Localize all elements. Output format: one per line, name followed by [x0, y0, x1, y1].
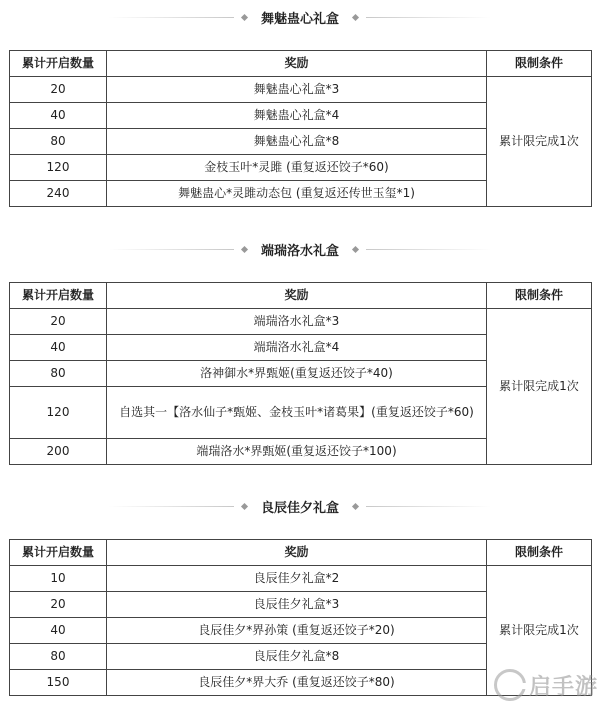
- section-title-text: 端瑞洛水礼盒: [260, 243, 339, 259]
- condition-cell: 累计限完成1次: [487, 309, 592, 465]
- header-reward: 奖励: [107, 283, 487, 309]
- table-header-row: [10, 283, 592, 309]
- reward-cell: 舞魅蛊心礼盒*4: [107, 103, 487, 129]
- divider-line: [109, 506, 234, 507]
- diamond-icon: [352, 13, 359, 20]
- section-title: [0, 239, 600, 259]
- header-count: 累计开启数量: [10, 283, 107, 309]
- reward-cell: 良辰佳夕礼盒*8: [107, 644, 487, 670]
- divider-line: [109, 17, 234, 18]
- table-header-row: [10, 51, 592, 77]
- condition-cell: 累计限完成1次: [487, 77, 592, 207]
- reward-cell: 端瑞洛水礼盒*4: [107, 335, 487, 361]
- diamond-icon: [352, 245, 359, 252]
- reward-cell: 端瑞洛水*界甄姬(重复返还饺子*100): [107, 439, 487, 465]
- divider-line: [366, 249, 491, 250]
- section-title: [0, 7, 600, 27]
- count-cell: 80: [10, 361, 107, 387]
- count-cell: 20: [10, 77, 107, 103]
- header-condition: 限制条件: [487, 51, 592, 77]
- rewards-table: [9, 50, 592, 207]
- count-cell: 120: [10, 155, 107, 181]
- reward-cell: 舞魅蛊心*灵雎动态包 (重复返还传世玉玺*1): [107, 181, 487, 207]
- header-condition: 限制条件: [487, 283, 592, 309]
- count-cell: 40: [10, 618, 107, 644]
- count-cell: 10: [10, 566, 107, 592]
- reward-cell: 端瑞洛水礼盒*3: [107, 309, 487, 335]
- section-title-text: 良辰佳夕礼盒: [260, 500, 339, 516]
- header-reward: 奖励: [107, 51, 487, 77]
- table-row: [10, 77, 592, 103]
- diamond-icon: [241, 245, 248, 252]
- reward-cell: 自选其一【洛水仙子*甄姬、金枝玉叶*诸葛果】(重复返还饺子*60): [107, 387, 487, 439]
- table-row: [10, 566, 592, 592]
- count-cell: 80: [10, 644, 107, 670]
- count-cell: 40: [10, 335, 107, 361]
- section-title: [0, 496, 600, 516]
- section-title-text: 舞魅蛊心礼盒: [260, 11, 339, 27]
- watermark-text: 启手游: [528, 674, 598, 700]
- table-header-row: [10, 540, 592, 566]
- app-logo-icon: [494, 669, 526, 701]
- diamond-icon: [241, 13, 248, 20]
- reward-cell: 洛神御水*界甄姬(重复返还饺子*40): [107, 361, 487, 387]
- count-cell: 150: [10, 670, 107, 696]
- watermark: [494, 667, 598, 703]
- reward-cell: 良辰佳夕*界孙策 (重复返还饺子*20): [107, 618, 487, 644]
- reward-cell: 舞魅蛊心礼盒*8: [107, 129, 487, 155]
- reward-cell: 金枝玉叶*灵雎 (重复返还饺子*60): [107, 155, 487, 181]
- count-cell: 200: [10, 439, 107, 465]
- reward-cell: 良辰佳夕礼盒*3: [107, 592, 487, 618]
- divider-line: [109, 249, 234, 250]
- table-row: [10, 309, 592, 335]
- header-reward: 奖励: [107, 540, 487, 566]
- count-cell: 20: [10, 309, 107, 335]
- header-count: 累计开启数量: [10, 540, 107, 566]
- header-count: 累计开启数量: [10, 51, 107, 77]
- header-condition: 限制条件: [487, 540, 592, 566]
- reward-cell: 良辰佳夕*界大乔 (重复返还饺子*80): [107, 670, 487, 696]
- diamond-icon: [241, 502, 248, 509]
- count-cell: 240: [10, 181, 107, 207]
- divider-line: [366, 17, 491, 18]
- reward-cell: 良辰佳夕礼盒*2: [107, 566, 487, 592]
- count-cell: 120: [10, 387, 107, 439]
- rewards-table: [9, 282, 592, 465]
- reward-cell: 舞魅蛊心礼盒*3: [107, 77, 487, 103]
- count-cell: 80: [10, 129, 107, 155]
- count-cell: 20: [10, 592, 107, 618]
- divider-line: [366, 506, 491, 507]
- count-cell: 40: [10, 103, 107, 129]
- diamond-icon: [352, 502, 359, 509]
- condition-cell: 累计限完成1次: [487, 566, 592, 696]
